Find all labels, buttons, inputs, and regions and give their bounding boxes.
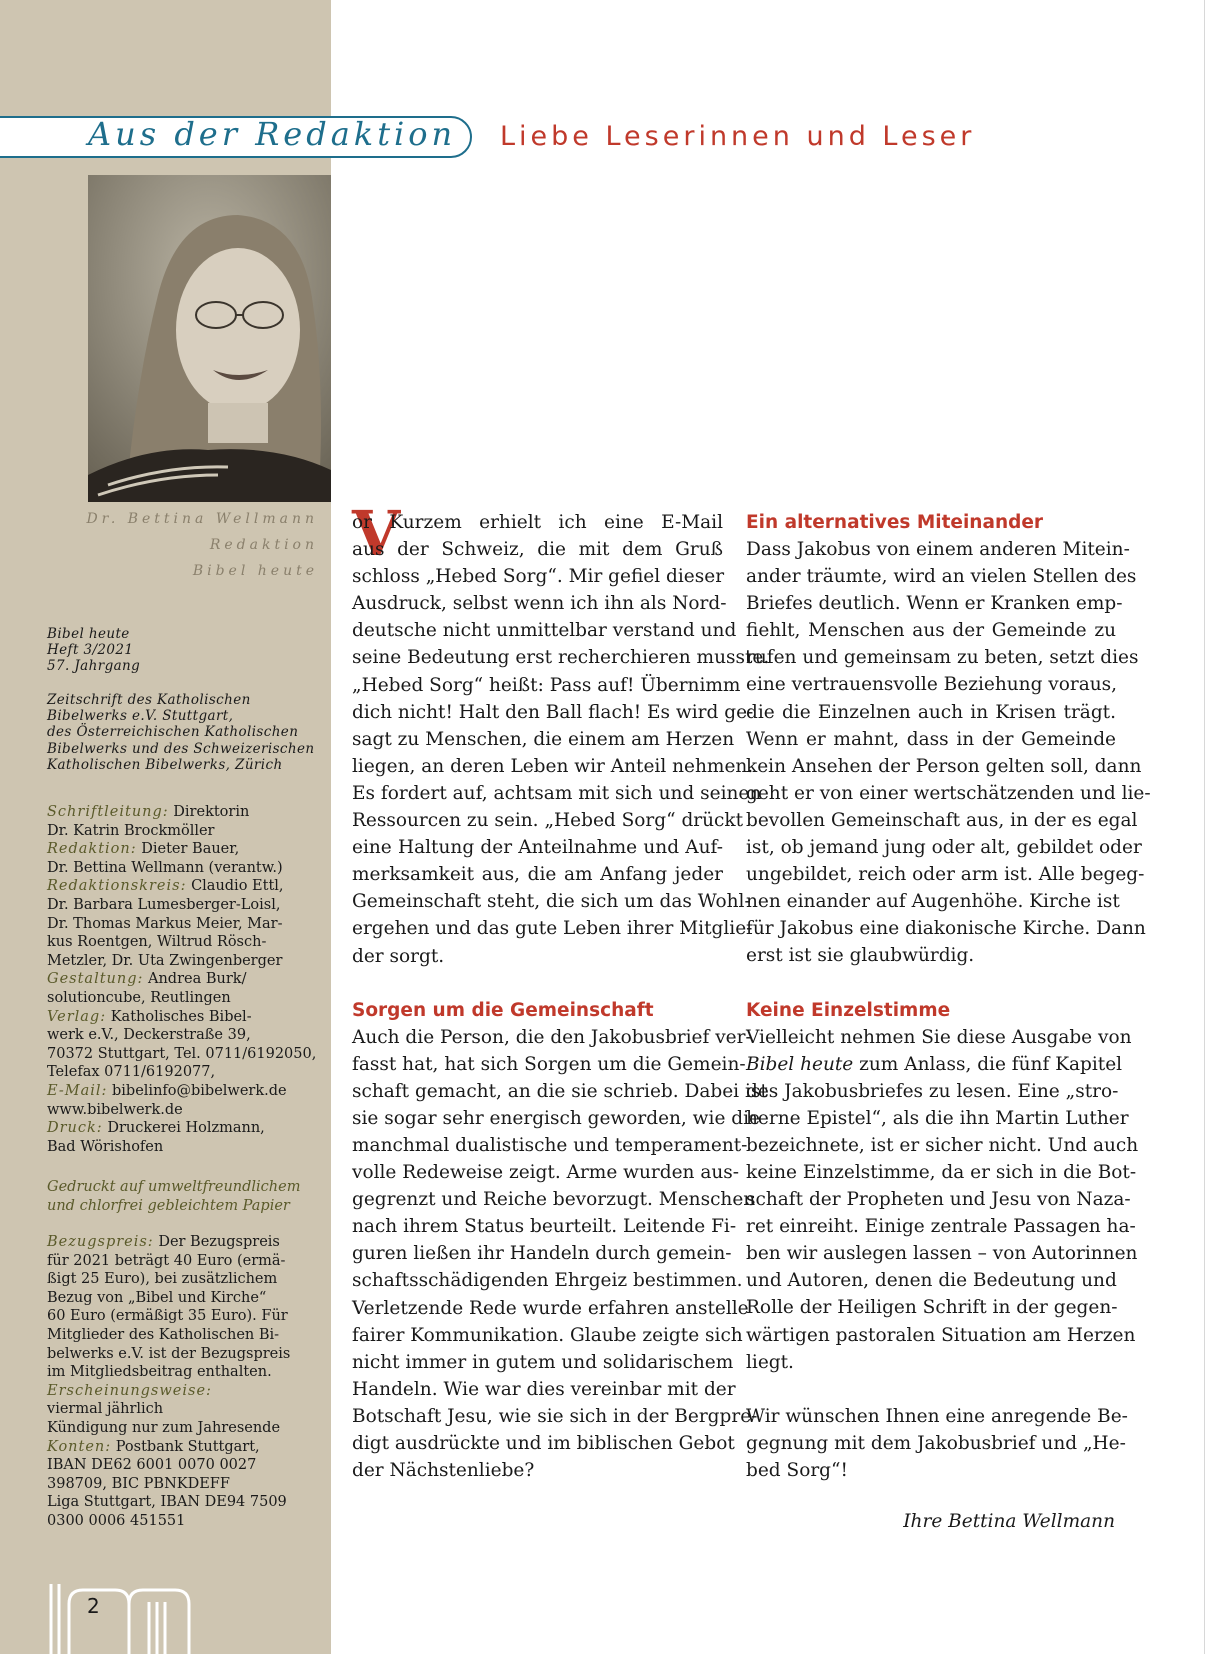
page-edge bbox=[1204, 0, 1205, 1654]
imprint-line bbox=[47, 989, 307, 1008]
imprint-line bbox=[47, 1326, 307, 1345]
text-line: seine Bedeutung erst recherchieren musste. bbox=[352, 647, 770, 669]
imprint-line bbox=[47, 1233, 307, 1252]
text-line: rufen und gemeinsam zu beten, setzt dies bbox=[746, 647, 1139, 669]
imprint-label: Konten: bbox=[47, 1438, 112, 1455]
text-line: herne Epistel“, als die ihn Martin Luther bbox=[746, 1107, 1129, 1129]
imprint-line bbox=[47, 1119, 307, 1138]
text-line: Gemeinschaft steht, die sich um das Wohl- bbox=[352, 891, 751, 913]
text-line: Verletzende Rede wurde erfahren anstelle bbox=[352, 1297, 749, 1319]
imprint-label: Verlag: bbox=[47, 1008, 107, 1025]
imprint-line bbox=[47, 1307, 307, 1326]
imprint-text: Dr. Bettina Wellmann (verantw.) bbox=[47, 859, 283, 876]
imprint-text: Claudio Ettl, bbox=[191, 878, 284, 895]
publisher-logo-icon bbox=[47, 1584, 197, 1654]
text-line: fasst hat, hat sich Sorgen um die Gemein- bbox=[352, 1053, 746, 1075]
imprint-line bbox=[47, 1252, 307, 1271]
imprint-line: des Österreichischen Katholischen bbox=[47, 724, 299, 741]
text-line: Briefes deutlich. Wenn er Kranken emp- bbox=[746, 593, 1123, 615]
text-line: merksamkeit aus, die am Anfang jeder bbox=[352, 864, 723, 886]
imprint-text: Dr. Katrin Brockmöller bbox=[47, 822, 215, 839]
imprint-line: Katholischen Bibelwerks, Zürich bbox=[47, 756, 283, 773]
imprint-line bbox=[47, 1493, 307, 1512]
text-line: kein Ansehen der Person gelten soll, dann bbox=[746, 755, 1142, 777]
text-line: Ressourcen zu sein. „Hebed Sorg“ drückt bbox=[352, 810, 744, 832]
imprint-line: Gedruckt auf umweltfreundlichem bbox=[47, 1179, 301, 1195]
text-line bbox=[746, 1051, 1123, 1078]
imprint-line bbox=[47, 803, 307, 822]
imprint-line bbox=[47, 1363, 307, 1382]
text-line: or Kurzem erhielt ich eine E-Mail bbox=[352, 512, 723, 533]
imprint-label: Gestaltung: bbox=[47, 971, 144, 988]
imprint-text: im Mitgliedsbeitrag enthalten. bbox=[47, 1364, 272, 1381]
text-line: Auch die Person, die den Jakobusbrief ver- bbox=[352, 1026, 752, 1048]
section-heading: Keine Einzelstimme bbox=[746, 999, 951, 1021]
imprint-line bbox=[47, 1138, 307, 1157]
caption-name: Dr. Bettina Wellmann bbox=[86, 511, 318, 527]
text-line: schaft gemacht, an die sie schrieb. Dabei ist bbox=[352, 1080, 768, 1102]
imprint-line bbox=[47, 1063, 307, 1082]
text-line: nach ihrem Status beurteilt. Leitende Fi- bbox=[352, 1216, 737, 1238]
imprint-line bbox=[47, 1438, 307, 1457]
page-number: 2 bbox=[87, 1594, 100, 1618]
imprint-line bbox=[47, 822, 307, 841]
imprint-publisher bbox=[47, 692, 315, 773]
imprint-line bbox=[47, 952, 307, 971]
imprint-line: Zeitschrift des Katholischen bbox=[47, 692, 251, 708]
imprint-label: Erscheinungsweise: bbox=[47, 1382, 212, 1399]
text-line: bezeichnete, ist er sicher nicht. Und auch bbox=[746, 1134, 1139, 1156]
imprint-text: Mitglieder des Katholischen Bi- bbox=[47, 1326, 280, 1343]
imprint-line bbox=[47, 877, 307, 896]
text-segment: Vielleicht nehmen Sie diese Ausgabe von bbox=[746, 1026, 1132, 1048]
text-line: erst ist sie glaubwürdig. bbox=[746, 945, 975, 967]
imprint-text: kus Roentgen, Wiltrud Rösch- bbox=[47, 934, 267, 951]
imprint-line bbox=[47, 1082, 307, 1101]
imprint-line bbox=[47, 859, 307, 878]
imprint-line: Bibel heute bbox=[47, 626, 130, 642]
imprint-text: 0300 0006 451551 bbox=[47, 1512, 186, 1529]
text-segment: zum Anlass, die fünf Kapitel bbox=[853, 1053, 1123, 1075]
text-line: eine vertrauensvolle Beziehung voraus, bbox=[746, 674, 1118, 696]
text-line: der sorgt. bbox=[352, 945, 445, 967]
intro-paragraph bbox=[352, 497, 770, 970]
text-line: manchmal dualistische und temperament- bbox=[352, 1134, 748, 1156]
imprint-label: Redaktionskreis: bbox=[47, 878, 187, 895]
imprint-text: Bezug von „Bibel und Kirche“ bbox=[47, 1289, 267, 1306]
text-line: gegnung mit dem Jakobusbrief und „He- bbox=[746, 1432, 1126, 1454]
imprint-eco bbox=[47, 1178, 307, 1215]
section-paragraph bbox=[352, 1024, 768, 1485]
section-label: Aus der Redaktion bbox=[88, 115, 457, 153]
imprint-line bbox=[47, 1008, 307, 1027]
text-line: ist, ob jemand jung oder alt, gebildet oder bbox=[746, 837, 1142, 859]
imprint-label: Bezugspreis: bbox=[47, 1234, 154, 1250]
imprint-line: und chlorfrei gebleichtem Papier bbox=[47, 1197, 290, 1214]
text-line: volle Redeweise zeigt. Arme wurden aus- bbox=[352, 1162, 740, 1184]
imprint-text: Der Bezugspreis bbox=[158, 1234, 280, 1250]
imprint-text: belwerks e.V. ist der Bezugspreis bbox=[47, 1345, 291, 1362]
text-line: dich nicht! Halt den Ball flach! Es wird ge- bbox=[352, 701, 754, 723]
imprint-text: Metzler, Dr. Uta Zwingenberger bbox=[47, 952, 283, 969]
text-line: ungebildet, reich oder arm ist. Alle begeg- bbox=[746, 864, 1145, 886]
imprint-subscription bbox=[47, 1233, 307, 1531]
text-line: nicht immer in gutem und solidarischem bbox=[352, 1351, 734, 1373]
imprint-text: 60 Euro (ermäßigt 35 Euro). Für bbox=[47, 1308, 288, 1325]
text-line: und Autoren, denen die Bedeutung und bbox=[746, 1270, 1117, 1292]
text-line: keine Einzelstimme, da er sich in die Bot- bbox=[746, 1161, 1137, 1183]
imprint-line bbox=[47, 1512, 307, 1531]
text-line: der Nächstenliebe? bbox=[352, 1460, 535, 1482]
imprint-text: Direktorin bbox=[173, 804, 250, 820]
text-line: deutsche nicht unmittelbar verstand und bbox=[352, 620, 737, 642]
imprint-text: www.bibelwerk.de bbox=[47, 1101, 183, 1118]
text-line: Dass Jakobus von einem anderen Mitein- bbox=[746, 539, 1130, 560]
text-line: Wenn er mahnt, dass in der Gemeinde bbox=[746, 728, 1116, 750]
imprint-line: Bibelwerks und des Schweizerischen bbox=[47, 740, 315, 757]
text-line: Wir wünschen Ihnen eine anregende Be- bbox=[746, 1405, 1128, 1427]
imprint-text: Andrea Burk/ bbox=[148, 971, 247, 988]
text-line: ergehen und das gute Leben ihrer Mitglie- bbox=[352, 918, 753, 940]
imprint-text: ßigt 25 Euro), bei zusätzlichem bbox=[47, 1271, 278, 1288]
magazine-title: Bibel heute bbox=[746, 1053, 854, 1075]
imprint-line bbox=[47, 915, 307, 934]
page-title: Liebe Leserinnen und Leser bbox=[500, 121, 976, 152]
text-line: Es fordert auf, achtsam mit sich und seinen bbox=[352, 782, 762, 804]
imprint-text: Kündigung nur zum Jahresende bbox=[47, 1419, 281, 1436]
imprint-text: Dieter Bauer, bbox=[141, 841, 240, 858]
section-heading: Sorgen um die Gemeinschaft bbox=[352, 999, 654, 1021]
imprint-label: Schriftleitung: bbox=[47, 804, 169, 820]
text-line: geht er von einer wertschätzenden und lie- bbox=[746, 782, 1151, 804]
text-line: bed Sorg“! bbox=[746, 1459, 848, 1481]
section-heading: Ein alternatives Miteinander bbox=[746, 512, 1044, 533]
imprint-line bbox=[47, 970, 307, 989]
text-line: sie sogar sehr energisch geworden, wie die bbox=[352, 1107, 760, 1129]
text-line: fairer Kommunikation. Glaube zeigte sich bbox=[352, 1324, 743, 1346]
imprint-staff bbox=[47, 803, 317, 1156]
text-line bbox=[746, 1024, 1132, 1051]
text-line: gegrenzt und Reiche bevorzugt. Menschen bbox=[352, 1189, 756, 1211]
text-line: ben wir auslegen lassen – von Autorinnen bbox=[746, 1243, 1138, 1265]
imprint-text: Dr. Thomas Markus Meier, Mar- bbox=[47, 915, 283, 932]
imprint-line: Bibelwerks e.V. Stuttgart, bbox=[47, 708, 234, 725]
imprint-label: E-Mail: bbox=[47, 1082, 108, 1099]
text-line: schaft der Propheten und Jesu von Naza- bbox=[746, 1189, 1131, 1211]
imprint-line bbox=[47, 933, 307, 952]
imprint-line bbox=[47, 1345, 307, 1364]
text-line: für Jakobus eine diakonische Kirche. Dann bbox=[746, 918, 1146, 940]
text-line: ret einreiht. Einige zentrale Passagen ha- bbox=[746, 1216, 1136, 1238]
text-line: Rolle der Heiligen Schrift in der gegen- bbox=[746, 1297, 1118, 1319]
text-line: schaftsschädigenden Ehrgeiz bestimmen. bbox=[352, 1270, 743, 1292]
imprint-line bbox=[47, 1045, 317, 1064]
section-paragraph bbox=[746, 1078, 1139, 1376]
text-line: ander träumte, wird an vielen Stellen des bbox=[746, 566, 1137, 588]
text-line: nen einander auf Augenhöhe. Kirche ist bbox=[746, 891, 1120, 913]
text-line: liegt. bbox=[746, 1351, 794, 1373]
imprint-line bbox=[47, 896, 307, 915]
text-line: Ausdruck, selbst wenn ich ihn als Nord- bbox=[352, 593, 727, 615]
imprint-text: Druckerei Holzmann, bbox=[107, 1120, 265, 1137]
imprint-line bbox=[47, 1270, 307, 1289]
text-line: bevollen Gemeinschaft aus, in der es egal bbox=[746, 809, 1138, 831]
drop-cap: V bbox=[352, 497, 401, 570]
imprint-text: solutioncube, Reutlingen bbox=[47, 989, 231, 1006]
imprint-text: Postbank Stuttgart, bbox=[115, 1438, 260, 1455]
text-line: Botschaft Jesu, wie sie sich in der Bergpre- bbox=[352, 1405, 758, 1427]
text-line: digt ausdrückte und im biblischen Gebot bbox=[352, 1433, 735, 1454]
editor-portrait bbox=[88, 175, 331, 502]
imprint-line bbox=[47, 1026, 307, 1045]
caption-role: Redaktion bbox=[209, 537, 318, 553]
imprint-line: Heft 3/2021 bbox=[47, 642, 134, 659]
imprint-text: Liga Stuttgart, IBAN DE94 7509 bbox=[47, 1494, 287, 1511]
imprint-text: für 2021 beträgt 40 Euro (ermä- bbox=[47, 1252, 286, 1269]
imprint-line bbox=[47, 1382, 307, 1401]
imprint-text: 70372 Stuttgart, Tel. 0711/6192050, bbox=[47, 1045, 317, 1062]
imprint-text: Telefax 0711/6192077, bbox=[47, 1064, 216, 1081]
text-line: aus der Schweiz, die mit dem Gruß bbox=[352, 539, 723, 561]
text-line: Handeln. Wie war dies vereinbar mit der bbox=[352, 1378, 736, 1400]
caption-magazine: Bibel heute bbox=[192, 563, 318, 579]
closing-paragraph bbox=[746, 1403, 1128, 1484]
text-line: „Hebed Sorg“ heißt: Pass auf! Übernimm bbox=[352, 674, 741, 696]
imprint-text: Dr. Barbara Lumesberger-Loisl, bbox=[47, 896, 281, 913]
text-line: wärtigen pastoralen Situation am Herzen bbox=[746, 1324, 1136, 1346]
imprint-line bbox=[47, 1101, 307, 1120]
text-line: die die Einzelnen auch in Krisen trägt. bbox=[746, 701, 1116, 723]
text-line: liegen, an deren Leben wir Anteil nehmen. bbox=[352, 755, 754, 777]
article-column-2 bbox=[746, 509, 1151, 1484]
text-line: des Jakobusbriefes zu lesen. Eine „stro- bbox=[746, 1080, 1119, 1102]
portrait-photo bbox=[88, 175, 331, 502]
imprint-line: 57. Jahrgang bbox=[47, 658, 141, 675]
text-line: schloss „Hebed Sorg“. Mir gefiel dieser bbox=[352, 566, 725, 588]
imprint-text: viermal jährlich bbox=[47, 1401, 164, 1418]
imprint-label: Druck: bbox=[47, 1120, 103, 1137]
imprint-line bbox=[47, 840, 307, 859]
imprint-issue bbox=[47, 626, 307, 675]
text-line: sagt zu Menschen, die einem am Herzen bbox=[352, 728, 735, 750]
imprint-text: bibelinfo@bibelwerk.de bbox=[112, 1082, 287, 1099]
section-paragraph bbox=[746, 536, 1151, 970]
imprint-line bbox=[47, 1456, 307, 1475]
imprint-text: Bad Wörishofen bbox=[47, 1138, 164, 1155]
signature: Ihre Bettina Wellmann bbox=[903, 1511, 1115, 1532]
imprint-line bbox=[47, 1475, 307, 1494]
imprint-text: 398709, BIC PBNKDEFF bbox=[47, 1475, 230, 1492]
imprint-text: Katholisches Bibel- bbox=[110, 1008, 252, 1025]
text-line: eine Haltung der Anteilnahme und Auf- bbox=[352, 837, 723, 859]
text-line: fiehlt, Menschen aus der Gemeinde zu bbox=[746, 620, 1116, 642]
imprint-text: IBAN DE62 6001 0070 0027 bbox=[47, 1457, 257, 1474]
imprint-line bbox=[47, 1289, 307, 1308]
imprint-line bbox=[47, 1419, 307, 1438]
text-line: guren ließen ihr Handeln durch gemein- bbox=[352, 1243, 732, 1265]
imprint-label: Redaktion: bbox=[47, 841, 137, 858]
imprint-text: werk e.V., Deckerstraße 39, bbox=[47, 1027, 251, 1044]
imprint-line bbox=[47, 1400, 307, 1419]
